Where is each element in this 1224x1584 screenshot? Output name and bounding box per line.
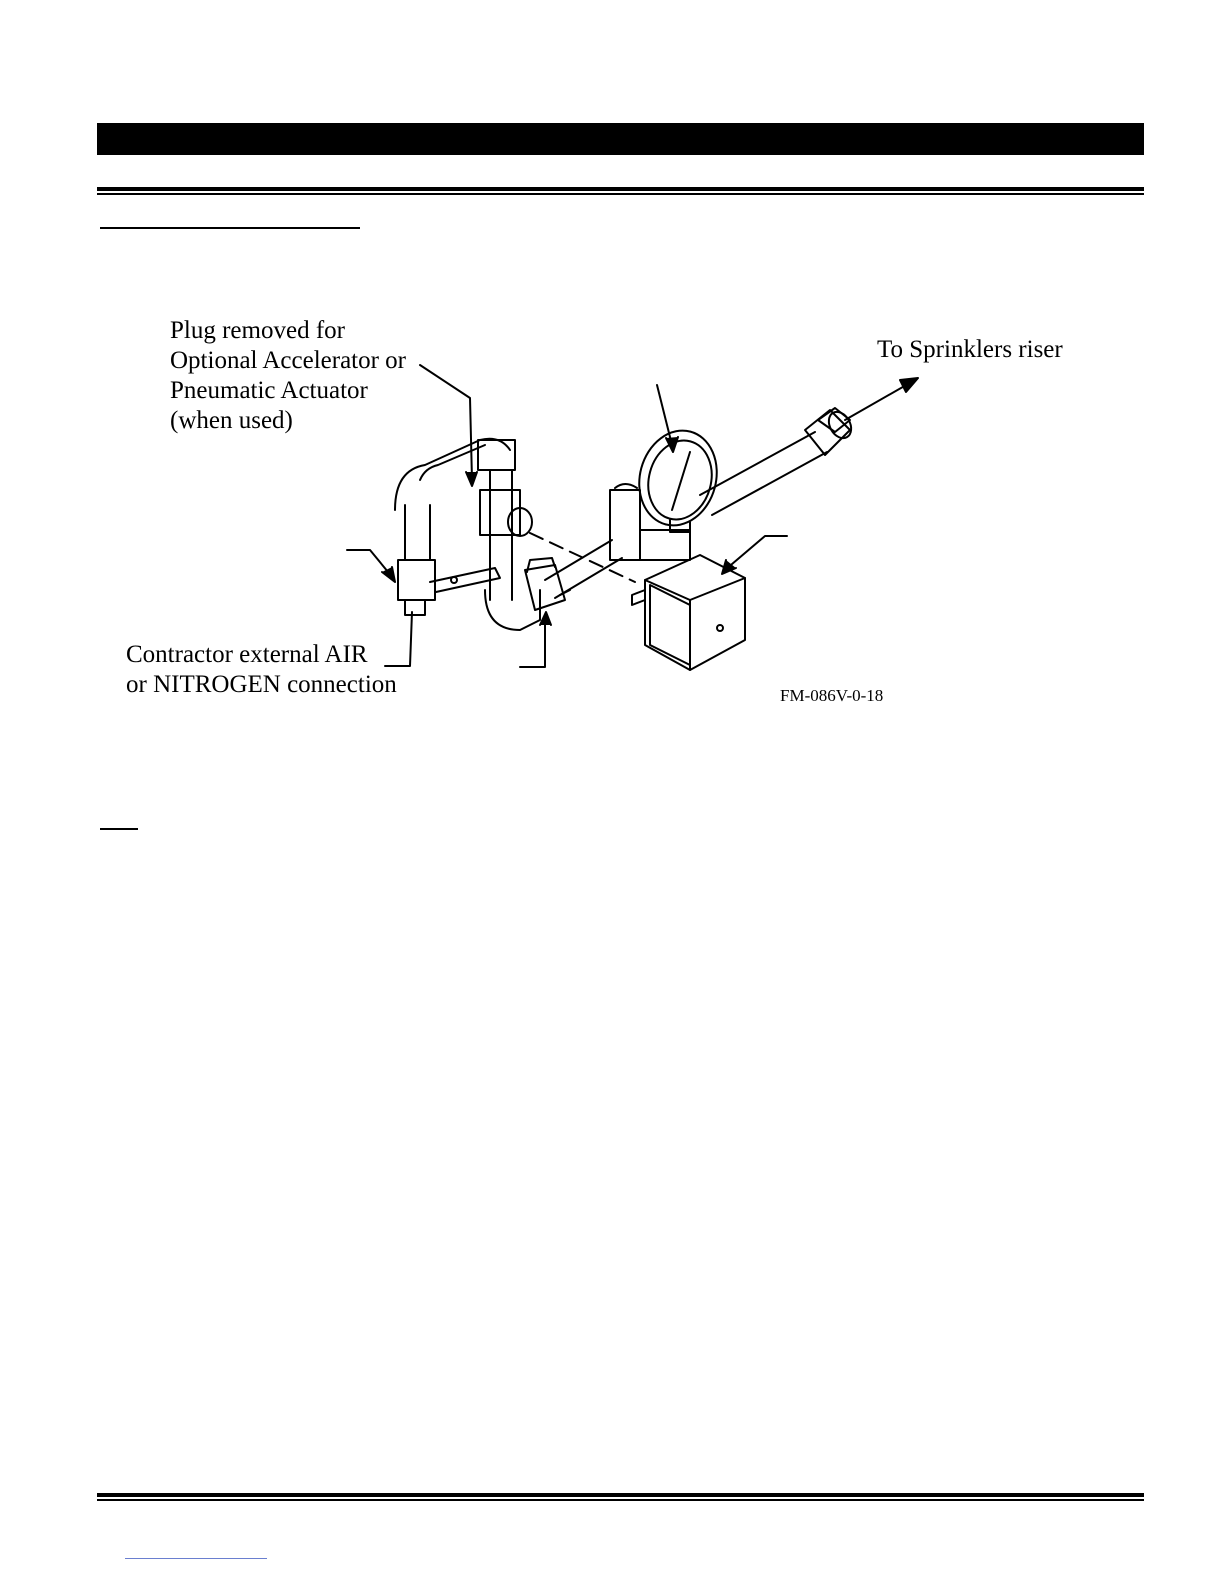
footer-link-underline[interactable] bbox=[125, 1558, 267, 1559]
contractor-label bbox=[126, 640, 397, 700]
left-vertical-assembly bbox=[395, 439, 540, 630]
riser-label: To Sprinklers riser bbox=[877, 336, 1063, 363]
dashed-alignment-line bbox=[530, 533, 635, 582]
plug-label-line-4: (when used) bbox=[170, 407, 293, 434]
main-pipe bbox=[700, 432, 827, 515]
gauge-leader-arrow bbox=[666, 437, 678, 452]
plug-label bbox=[170, 316, 406, 436]
footer-rule-thin bbox=[97, 1499, 1144, 1501]
plug-leader-arrow bbox=[466, 472, 477, 486]
check-valve-leader-arrow bbox=[540, 612, 551, 625]
drawing-code: FM-086V-0-18 bbox=[780, 686, 884, 705]
footer-rule-thick bbox=[97, 1493, 1144, 1497]
plug-label-line-3: Pneumatic Actuator bbox=[170, 377, 368, 404]
plug-label-line-1: Plug removed for bbox=[170, 317, 345, 344]
union-fitting bbox=[805, 408, 856, 455]
switch-leader-line bbox=[725, 536, 787, 570]
contractor-label-line-1: Contractor external AIR bbox=[126, 641, 368, 668]
contractor-label-line-2: or NITROGEN connection bbox=[126, 671, 397, 698]
check-valve bbox=[525, 558, 570, 610]
riser-arrowhead bbox=[900, 378, 918, 392]
plug-label-line-2: Optional Accelerator or bbox=[170, 347, 407, 374]
valve-leader-arrow bbox=[382, 567, 395, 582]
subsection-underline bbox=[100, 828, 138, 830]
ball-valve bbox=[398, 560, 500, 615]
